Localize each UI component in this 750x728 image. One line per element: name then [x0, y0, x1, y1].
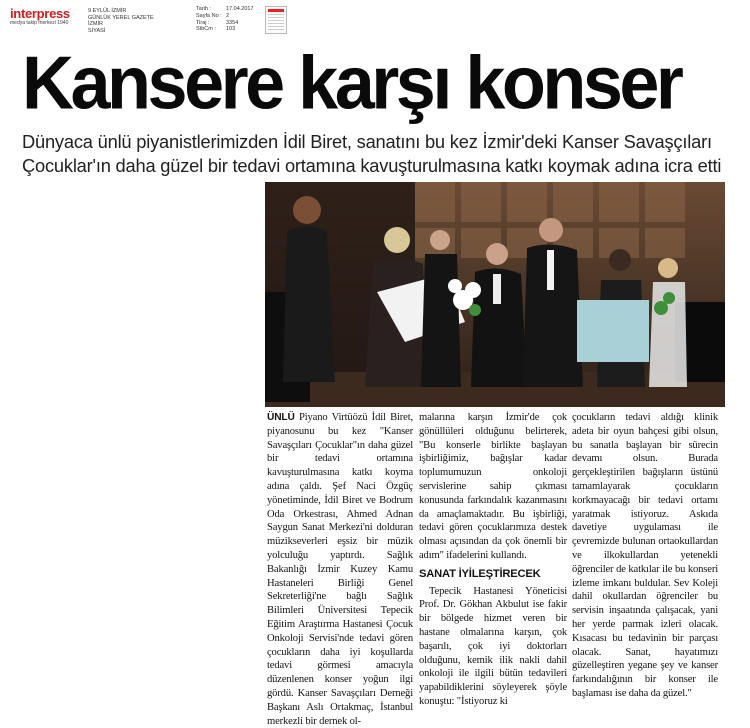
article-column-2: [419, 411, 567, 709]
stat-circulation: Tiraj : 3354: [196, 19, 239, 26]
article-column-3: çocukların tedavi aldığı klinik adeta bir oyun bahçesi gibi olsun, bu sanatla başlayan bir sürecin devamı olsun. Burada gerçekleştirilen bağışların üstünü tamamlayarak çocukların korkmayacağı bir tedavi ortamı yaratmak istiyoruz. Askıda davetiye uygulaması ile çevremizde bulunan ortaokullardan ve ilkokullardan yetenekli öğrenciler de katkılar ile bu konseri izleme imkanı buldular. Sev Koleji dahil okullardan öğrenciler bu servisin inşaatında çalışacak, yani her yerde parmak izleri olacak. Kısacası bu tedavinin bir parçası olacak. Sanat, hayatımızı güzelleştiren yegane şey ve kanser farkındalığının bir konser ile başlaması ise daha da güzel.": [572, 412, 718, 699]
pub-name: 9 EYLÜL İZMİR: [88, 8, 127, 14]
pub-type: GÜNLÜK YEREL GAZETE: [88, 14, 154, 21]
stat-page: Sayfa No : 2: [196, 12, 230, 19]
column-1-text: Piyano Virtüözü İdil Biret, piyanosunu bu kez "Kanser Savaşçıları Çocuklar"ın daha güzel bir tedavi ortamına kavuşturulmasına katkı koyma adına çaldı. Şef Naci Özgüç yönetiminde, İdil Biret ve Bodrum Oda Orkestrası, Ahmed Adnan Saygun Sanat Merkezi'ni dolduran müzikseverleri eşsiz bir müzik yolculuğu yaptırdı. Sağlık Bakanlığı İzmir Kuzey Kamu Hastaneleri Birliği Genel Sekreterliği'ne bağlı Sağlık Bilimleri Üniversitesi Tepecik Eğitim Araştırma Hastanesi Çocuk Onkoloji Servisi'nde tedavi gören çocukların daha iyi koşullarda tedavi görmesi amacıyla düzenlenen konser yoğun ilgi gördü. Kanser Savaşçıları Derneği Başkanı Aslı Ortakmaç, İstanbul merkezli bir dernek ol-: [267, 412, 413, 727]
column-2-text-b: Tepecik Hastanesi Yöneticisi Prof. Dr. Gökhan Akbulut ise fakir bir bölgede hizmet veren bir hastane olmalarına karşın, çok başarılı, çok iyi doktorları olduğunu, kemik ilik nakli dahil onkoloji ile ilgili bütün tedavileri yapabildiklerini söyleyerek şöyle konuştu: "İstiyoruz ki: [419, 585, 567, 707]
section-subhead: SANAT İYİLEŞTİRECEK: [419, 567, 541, 580]
article-column-1: [267, 411, 413, 728]
page-thumbnail[interactable]: [265, 6, 287, 34]
article-headline: Kansere karşı konser: [22, 41, 681, 126]
logo-tagline: medya takip merkezi 1940: [10, 20, 69, 26]
stat-area: StbCm : 103: [196, 26, 236, 33]
concert-photo: [265, 182, 725, 407]
stat-date: Tarih : 17.04.2017: [196, 6, 254, 12]
clipping-stats: [196, 6, 270, 33]
interpress-logo: [10, 6, 82, 28]
logo-wordmark: interpress: [10, 6, 70, 21]
pub-city: İZMİR: [88, 21, 103, 28]
publication-info: [88, 8, 154, 34]
article-deck: Dünyaca ünlü piyanistlerimizden İdil Biret, sanatını bu kez İzmir'deki Kanser Savaşçıları Çocuklar'ın daha güzel bir tedavi ortamına kavuşturulmasına katkı koymak adına icra etti: [22, 131, 722, 176]
column-2-text-a: malarına karşın İzmir'de çok gönüllüleri olduğunu belirterek, "Bu konserle birlikte başlayan işbirliğimiz, bağışlar kadar toplumumuzun onkoloji servislerine sahip çıkması konusunda farkındalık kazanmasını da amaçlamaktadır. Bu işbirliği, tedavi gören çocuklarımıza destek olması açısından da çok önemli bir adım" ifadelerini kullandı.: [419, 412, 567, 561]
lead-word: ÜNLÜ: [267, 412, 295, 423]
pub-section: SİYASİ: [88, 27, 106, 34]
